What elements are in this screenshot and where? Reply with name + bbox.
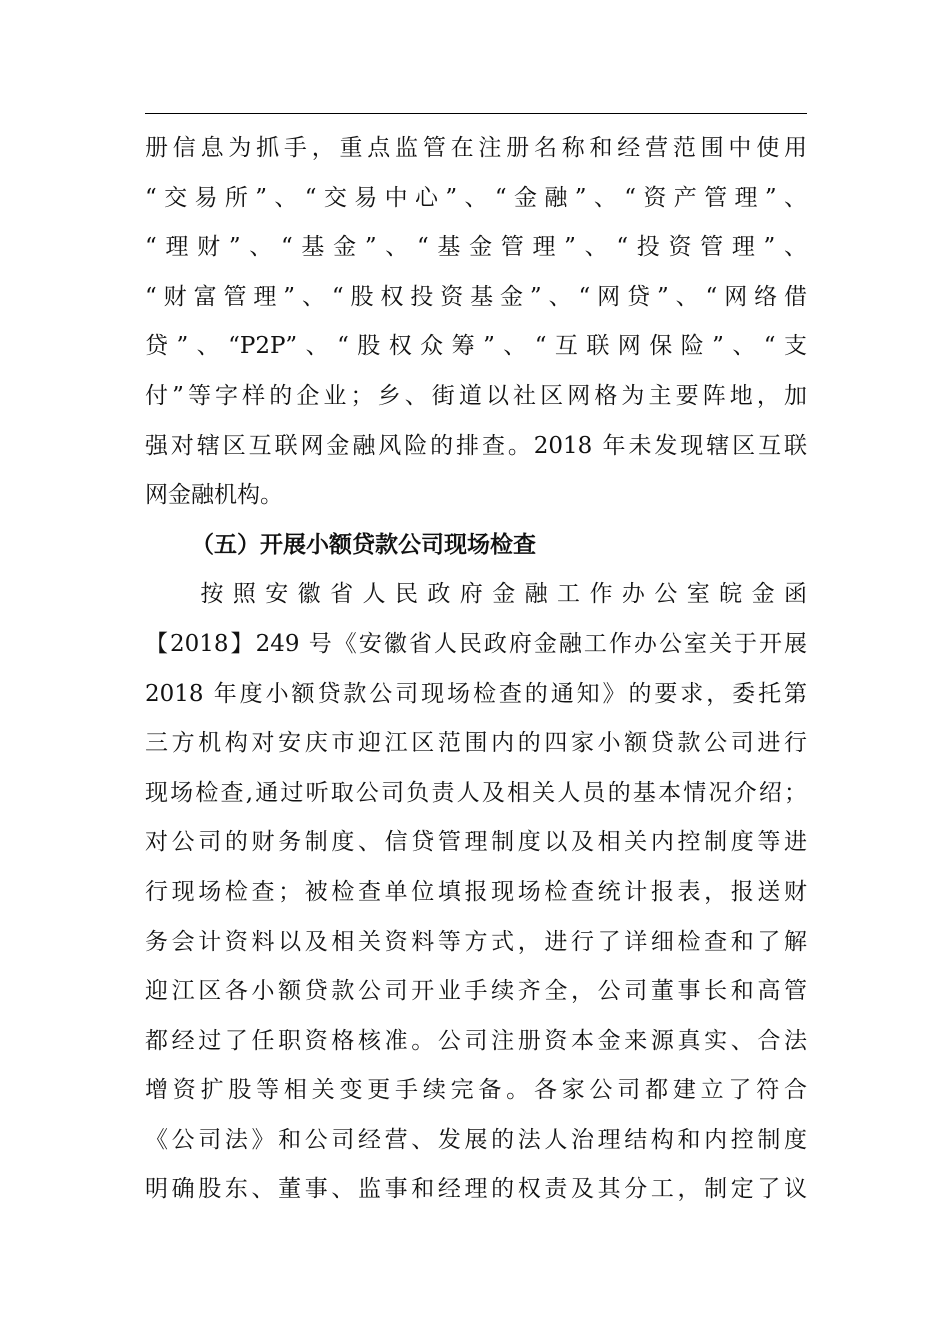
text-line: 贷”、“P2P”、“股权众筹”、“互联网保险”、“支 bbox=[145, 333, 807, 360]
text-line: 付”等字样的企业；乡、街道以社区网格为主要阵地，加 bbox=[145, 382, 807, 409]
text-line: 对公司的财务制度、信贷管理制度以及相关内控制度等进 bbox=[145, 829, 807, 856]
text-line: 【2018】249 号《安徽省人民政府金融工作办公室关于开展 bbox=[145, 630, 807, 657]
text-line: 2018 年度小额贷款公司现场检查的通知》的要求，委托第 bbox=[145, 680, 807, 707]
text-line: 三方机构对安庆市迎江区范围内的四家小额贷款公司进行 bbox=[145, 730, 807, 757]
text-line: “理财”、“基金”、“基金管理”、“投资管理”、 bbox=[145, 234, 807, 261]
text-line: 明确股东、董事、监事和经理的权责及其分工，制定了议 bbox=[145, 1176, 807, 1203]
text-line: 务会计资料以及相关资料等方式，进行了详细检查和了解 bbox=[145, 928, 807, 955]
text-line: 迎江区各小额贷款公司开业手续齐全，公司董事长和高管 bbox=[145, 978, 807, 1005]
text-line: 强对辖区互联网金融风险的排查。2018 年未发现辖区互联 bbox=[145, 432, 807, 459]
document-body bbox=[145, 124, 807, 1215]
text-line: “交易所”、“交易中心”、“金融”、“资产管理”、 bbox=[145, 184, 807, 211]
text-line: 《公司法》和公司经营、发展的法人治理结构和内控制度 bbox=[145, 1126, 807, 1153]
text-line: 网金融机构。 bbox=[145, 482, 283, 509]
section-heading: （五）开展小额贷款公司现场检查 bbox=[191, 531, 536, 558]
text-line: 行现场检查；被检查单位填报现场检查统计报表，报送财 bbox=[145, 878, 807, 905]
header-rule bbox=[145, 113, 807, 114]
text-line: 册信息为抓手，重点监管在注册名称和经营范围中使用 bbox=[145, 135, 807, 161]
text-line: 现场检查,通过听取公司负责人及相关人员的基本情况介绍； bbox=[145, 779, 807, 806]
text-line: 都经过了任职资格核准。公司注册资本金来源真实、合法 bbox=[145, 1027, 807, 1054]
text-line: “财富管理”、“股权投资基金”、“网贷”、“网络借 bbox=[145, 283, 807, 310]
text-line: 增资扩股等相关变更手续完备。各家公司都建立了符合 bbox=[145, 1077, 807, 1104]
text-line: 按照安徽省人民政府金融工作办公室皖金函 bbox=[168, 581, 807, 608]
